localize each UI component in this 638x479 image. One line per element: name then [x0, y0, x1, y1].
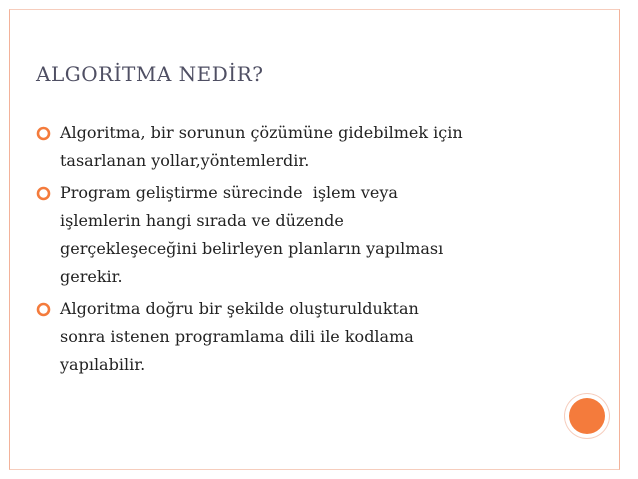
- corner-circle-decoration: [569, 398, 605, 434]
- bullet-item: [36, 295, 596, 379]
- slide-title: ALGORİTMA NEDİR?: [36, 62, 264, 86]
- bullet-line: gerekir.: [60, 267, 123, 286]
- hollow-circle-bullet-icon: [36, 186, 51, 201]
- bullet-line: Algoritma, bir sorunun çözümüne gidebilmek için: [60, 123, 463, 142]
- bullet-item: [36, 179, 596, 291]
- bullet-line: gerçekleşeceğini belirleyen planların yapılması: [60, 239, 444, 258]
- bullet-item: [36, 119, 596, 175]
- bullet-line: Algoritma doğru bir şekilde oluşturulduktan: [60, 299, 419, 318]
- bullet-line: Program geliştirme sürecinde işlem veya: [60, 183, 398, 202]
- bullet-line: işlemlerin hangi sırada ve düzende: [60, 211, 344, 230]
- bullet-list: [36, 119, 596, 383]
- bullet-line: tasarlanan yollar,yöntemlerdir.: [60, 151, 310, 170]
- hollow-circle-bullet-icon: [36, 302, 51, 317]
- bullet-line: sonra istenen programlama dili ile kodlama: [60, 327, 414, 346]
- hollow-circle-bullet-icon: [36, 126, 51, 141]
- bullet-line: yapılabilir.: [60, 355, 146, 374]
